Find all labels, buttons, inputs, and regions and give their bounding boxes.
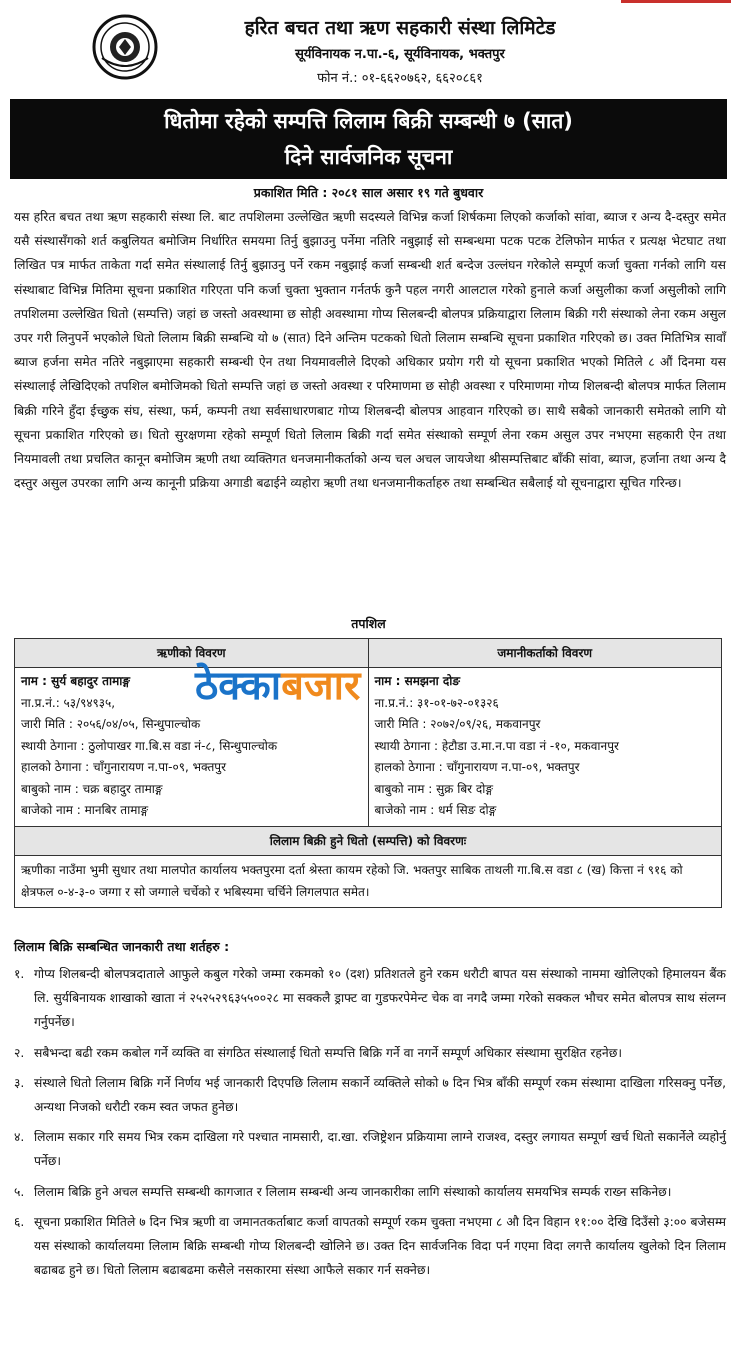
term-number: १. [14,967,25,981]
published-date: प्रकाशित मिति : २०८१ साल असार १९ गते बुधवार [253,185,484,200]
borrower-name: नाम : सुर्य बहादुर तामाङ्ग [21,674,130,688]
term-text: संस्थाले धितो लिलाम बिक्रि गर्ने निर्णय भई जानकारी दिएपछि लिलाम सकार्ने व्यक्तिले सोको ७ दिन भित्र बाँकी सम्पूर्ण रकम संस्थामा दाखिला गरिसक्नु पर्नेछ, अन्यथा निजको धरौटी रकम स्वत जफत हुनेछ। [34,1075,726,1115]
term-item [14,1125,726,1173]
term-item [14,1041,726,1065]
guarantor-grandfather-name: बाजेको नाम : धर्म सिङ दोङ्ग [374,803,497,817]
details-table-header [15,639,721,668]
guarantor-permanent-address: स्थायी ठेगाना : हेटौडा उ.मा.न.पा वडा नं -१०, मकवानपुर [374,738,619,753]
term-text: सूचना प्रकाशित मितिले ७ दिन भित्र ऋणी वा जमानतकर्ताबाट कर्जा वापतको सम्पूर्ण रकम चुक्ता नभएमा ८ औ दिन विहान ११:०० देखि दिउँसो ३:०० बजेसम्म यस संस्थाको कार्यालयमा लिलाम बिक्रि सम्बन्धी गोप्य शिलबन्दी खोलिने छ। उक्त दिन सार्वजनिक विदा पर्न गएमा विदा लगत्तै कार्यालय खुलेको दिन लिलाम बढाबढ हुने छ। धितो लिलाम बढाबढमा कसैले नसकारमा संस्था आफैले सकार गर्न सक्नेछ। [34,1214,726,1278]
term-text: सबैभन्दा बढी रकम कबोल गर्ने व्यक्ति वा संगठित संस्थालाई धितो सम्पत्ति बिक्रि गर्ने वा नगर्ने सम्पूर्ण अधिकार संस्थामा सुरक्षित रहनेछ। [34,1045,623,1060]
term-item [14,1180,726,1204]
borrower-header: ऋणीको विवरण [156,646,226,660]
schedule-title: तपशिल [351,616,386,631]
borrower-permanent-address: स्थायी ठेगाना : ठुलोपाखर गा.बि.स वडा नं-८, सिन्धुपाल्चोक [21,738,278,753]
cooperative-seal-icon [92,14,158,80]
watermark-part1: ठेक्का [195,664,282,708]
term-text: लिलाम बिक्रि हुने अचल सम्पत्ति सम्बन्धी कागजात र लिलाम सम्बन्धी अन्य जानकारीका लागि संस्थाको कार्यालय समयभित्र सम्पर्क राख्न सकिनेछ। [34,1184,672,1199]
term-item [14,962,726,1035]
term-item [14,1071,726,1119]
guarantor-issue-date: जारी मिति : २०७२/०९/२६, मकवानपुर [374,717,541,731]
header [0,0,737,96]
guarantor-details [368,668,722,826]
borrower-citizenship: ना.प्र.नं.: ५३/९४९३५, [21,695,116,710]
guarantor-current-address: हालको ठेगाना : चाँगुनारायण न.पा-०९, भक्तपुर [374,760,580,774]
term-text: गोप्य शिलबन्दी बोलपत्रदाताले आफुले कबुल गरेको जम्मा रकमको १० (दश) प्रतिशतले हुने रकम धरौटी बापत यस संस्थाको नाममा खोलिएको हिमालयन बैंक लि. सुर्यबिनायक शाखाको खाता नं २५२५२९६३५५००२८ मा सक्कलै ड्राफ्ट वा गुडफरपेमेन्ट चेक वा नगदै जम्मा गरेको सक्कल भौचर समेत बोलपत्र साथ संलग्न गर्नुपर्नेछ। [34,967,726,1030]
org-name: हरित बचत तथा ऋण सहकारी संस्था लिमिटेड [244,17,556,39]
terms-list [14,962,726,1288]
watermark-part2: बजार [281,664,361,708]
property-header: लिलाम बिक्री हुने धितो (सम्पत्ति) को विवरणः [15,826,721,856]
property-description: ऋणीका नाउँमा भुमी सुधार तथा मालपोत कार्यालय भक्तपुरमा दर्ता श्रेस्ता कायम रहेको जि. भक्तपुर साबिक ताथली गा.बि.स वडा ८ (ख) कित्ता नं ९१६ को क्षेत्रफल ०-४-३-० जग्गा र सो जग्गाले चर्चेको र भबिस्यमा चर्चिने लिगलपात समेत। [21,862,683,899]
guarantor-father-name: बाबुको नाम : सुक्र बिर दोङ्ग [374,781,493,796]
notice-title-line1: धितोमा रहेको सम्पत्ति लिलाम बिक्री सम्बन्धी ७ (सात) [164,109,573,133]
guarantor-citizenship: ना.प्र.नं.: ३१-०१-७२-०१३२६ [374,695,499,710]
borrower-father-name: बाबुको नाम : चक्र बहादुर तामाङ्ग [21,781,163,796]
term-number: ६. [14,1214,25,1229]
org-address: सूर्यविनायक न.पा.-६, सूर्यविनायक, भक्तपुर [295,47,505,62]
guarantor-name: नाम : समझना दोङ [374,674,461,688]
term-number: २. [14,1045,25,1060]
notice-title-line2: दिने सार्वजनिक सूचना [284,145,453,169]
term-number: ३. [14,1075,25,1090]
term-number: ४. [14,1130,25,1145]
terms-title: लिलाम बिक्रि सम्बन्धित जानकारी तथा शर्तहरु : [14,939,230,954]
details-table-body [15,668,721,826]
guarantor-header: जमानीकर्ताको विवरण [368,639,722,667]
org-phone: फोन नं.: ०१-६६२०७६२, ६६२०८६१ [317,71,483,86]
term-number: ५. [14,1184,25,1199]
term-text: लिलाम सकार गरि समय भित्र रकम दाखिला गरे पश्चात नामसारी, दा.खा. रजिष्ट्रेशन प्रक्रियामा लाग्ने राजश्व, दस्तुर लगायत सम्पूर्ण खर्च धितो सकार्नेले व्यहोर्नु पर्नेछ। [34,1130,726,1169]
intro-paragraph: यस हरित बचत तथा ऋण सहकारी संस्था लि. बाट तपशिलमा उल्लेखित ऋणी सदस्यले विभिन्न कर्जा शिर्षकमा लिएको कर्जाको सांवा, ब्याज र अन्य दै-दस्तुर समेत यसै संस्थासँगको शर्त कबुलियत बमोजिम निर्धारित समयमा तिर्नु बुझाउनु पर्नेमा नतिरि नबुझाई सो सम्बन्धमा पटक पटक टेलिफोन मार्फत र प्रत्यक्ष भेटघाट तथा लिखित पत्र मार्फत ताकेता गर्दा समेत संस्थालाई तिर्नु बुझाउनु पर्ने रकम नबुझाई कर्जा सम्बन्धी शर्त बन्देज उल्लंघन गरेकोले सम्पूर्ण कर्जा चुक्ता गर्नको लागि यस संस्थाबाट विभिन्न मितिमा सूचना प्रकाशित गरिएता पनि कर्जा चुक्ता भुक्तान गर्नतर्फ कुनै पहल नगरी आलटाल गरेको हुनाले कर्जा असुलीका कर्जा असुलीको लागि तपशिलमा उल्लेखित धितो (सम्पत्ति) जहां छ जस्तो अवस्थामा छ सोही अवस्थामा गोप्य सिलबन्दी बोलपत्र प्रक्रियाद्वारा लिलाम बिक्री गरी संस्थाको लेना रकम असुल उपर गरी लिनुपर्ने भएकोले धितो लिलाम बिक्री सम्बन्धि यो ७ (सात) दिने अन्तिम पटकको धितो लिलाम सम्बन्धि सूचना प्रकाशित गरिएको छ। उक्त मितिभित्र सावाँ ब्याज हर्जना समेत नतिरे नबुझाएमा सहकारी सम्बन्धी ऐन तथा नियमावलीले दिएको अधिकार प्रयोग गरी यो सूचना प्रकाशित भएको मितिले ८ औं दिनमा यस संस्थालाई लेखिदिएको तपशिल बमोजिमको धितो सम्पत्ति जहां छ जस्तो अवस्था र परिमाणमा छ सोही अवस्था र परिमाणमा गोप्य शिलबन्दी बोलपत्र मार्फत लिलाम बिक्री गरिने हुँदा ईच्छुक संघ, संस्था, फर्म, कम्पनी तथा सर्वसाधारणबाट गोप्य शिलबन्दी बोलपत्र आहवान गरिएको छ। साथै सबैको जानकारी समेतको लागि यो सूचना प्रकाशित गरिएको छ। धितो सुरक्षणमा रहेको सम्पूर्ण धितो लिलाम बिक्री गर्दा समेत संस्थाको सम्पूर्ण लेना रकम असुल उपर नभएमा सहकारी ऐन तथा नियमावली तथा प्रचलित कानून बमोजिम ऋणी तथा व्यक्तिगत धनजमानीकर्ताको अन्य चल अचल जायजेथा श्रीसम्पत्तिबाट बाँकी सांवा, ब्याज, हर्जाना तथा अन्य दै दस्तुर असुल उपरका लागि अन्य कानूनी प्रक्रिया अगाडी बढाईने व्यहोरा ऋणी तथा धनजमानीकर्ताहरु तथा सम्बन्धित सबैलाई यो सूचनाद्वारा सूचित गरिन्छ। [14,210,726,491]
borrower-details [15,668,368,826]
notice-title-banner [10,99,727,179]
borrower-current-address: हालको ठेगाना : चाँगुनारायण न.पा-०९, भक्तपुर [21,760,227,774]
borrower-issue-date: जारी मिति : २०५६/०४/०५, सिन्धुपाल्चोक [21,717,201,731]
borrower-grandfather-name: बाजेको नाम : मानबिर तामाङ्ग [21,803,149,817]
term-item [14,1210,726,1283]
details-table [14,638,722,908]
